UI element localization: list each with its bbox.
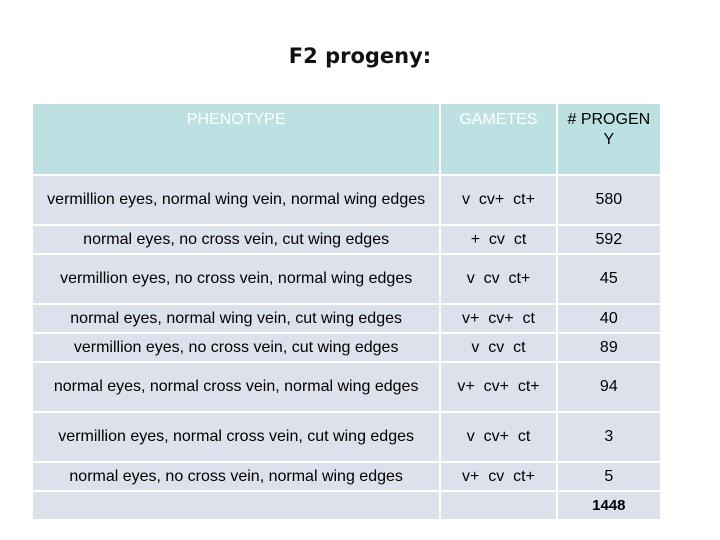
gametes-cell: v cv+ ct+ — [441, 176, 555, 224]
table-row — [33, 334, 660, 361]
phenotype-cell: normal eyes, no cross vein, normal wing edges — [33, 463, 439, 490]
header-phenotype: PHENOTYPE — [33, 104, 439, 174]
table-header-row — [33, 104, 660, 174]
count-cell: 580 — [558, 176, 660, 224]
phenotype-cell: normal eyes, normal cross vein, normal wing edges — [33, 363, 439, 411]
table-row — [33, 226, 660, 253]
gametes-cell: v cv+ ct — [441, 413, 555, 461]
table-row — [33, 176, 660, 224]
page-title: F2 progeny: — [288, 44, 432, 68]
header-gametes: GAMETES — [441, 104, 555, 174]
gametes-cell: v cv ct+ — [441, 255, 555, 303]
table-row — [33, 363, 660, 411]
table-row — [33, 463, 660, 490]
count-cell: 5 — [558, 463, 660, 490]
table-row — [33, 413, 660, 461]
total-count-cell: 1448 — [558, 492, 660, 519]
total-row — [33, 492, 660, 519]
phenotype-cell: vermillion eyes, normal cross vein, cut wing edges — [33, 413, 439, 461]
count-cell: 3 — [558, 413, 660, 461]
gametes-cell: v+ cv+ ct — [441, 305, 555, 332]
count-cell: 45 — [558, 255, 660, 303]
count-cell: 89 — [558, 334, 660, 361]
phenotype-cell: normal eyes, normal wing vein, cut wing edges — [33, 305, 439, 332]
gametes-cell: v+ cv+ ct+ — [441, 363, 555, 411]
count-cell: 592 — [558, 226, 660, 253]
table-row — [33, 305, 660, 332]
gametes-cell: + cv ct — [441, 226, 555, 253]
phenotype-cell: vermillion eyes, no cross vein, cut wing edges — [33, 334, 439, 361]
phenotype-cell: vermillion eyes, normal wing vein, normal wing edges — [33, 176, 439, 224]
header-progeny-count: # PROGEN Y — [558, 104, 660, 174]
phenotype-cell: normal eyes, no cross vein, cut wing edges — [33, 226, 439, 253]
f2-progeny-table — [31, 102, 662, 521]
phenotype-cell: vermillion eyes, no cross vein, normal wing edges — [33, 255, 439, 303]
table-row — [33, 255, 660, 303]
gametes-cell: v+ cv ct+ — [441, 463, 555, 490]
gametes-cell: v cv ct — [441, 334, 555, 361]
count-cell: 94 — [558, 363, 660, 411]
total-blank-cell — [441, 492, 555, 519]
total-blank-cell — [33, 492, 439, 519]
count-cell: 40 — [558, 305, 660, 332]
